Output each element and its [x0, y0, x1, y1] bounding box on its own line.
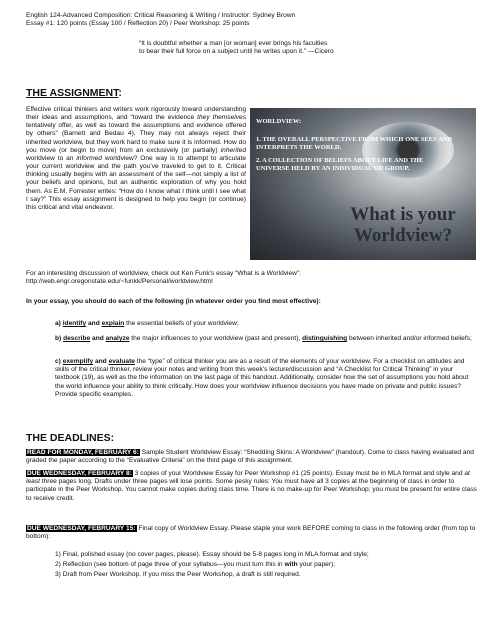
submission-order-list [55, 550, 475, 580]
task-b-keyword-3: distinguishing [302, 335, 348, 342]
deadline-2 [26, 470, 478, 503]
task-b-and: and [92, 335, 104, 342]
task-a-text: the essential beliefs of your worldview; [126, 320, 239, 327]
epigraph-line-2: to bear their full force on a subject until he writes upon it.” —Cicero [139, 48, 334, 56]
deadline-2-date-tag: DUE WEDNESDAY, FEBRUARY 8: [27, 470, 132, 477]
task-b-label: b) [55, 335, 62, 342]
submission-item-2 [55, 560, 475, 570]
task-b-text-2: between inherited and/or informed beliefs; [349, 335, 472, 342]
task-b-text-1: the major influences to your worldview (past and present), [131, 335, 301, 342]
figure-definition-1: 1. THE OVERALL PERSPECTIVE FROM WHICH ONE SEES AND INTERPRETS THE WORLD. [256, 136, 453, 151]
deadline-3-date-tag: DUE WEDNESDAY, FEBRUARY 15: [27, 525, 136, 532]
task-c-keyword-2: evaluate [108, 358, 135, 365]
submission-item-2-text-c: your paper); [299, 561, 336, 568]
intro-text-4: worldview? One way is to attempt to articulate your current worldview and the path you’ve traveled to get to it. Critical thinking usually begins with an assessment of the self—not simply a list of your beliefs and opinions, but an authentic exploration of why you hold them. As E.M. Forrester writes: “How do I know what I think until I see what I say?” This essay assignment is designed to help you begin (or continue) this critical and vital endeavor. [26, 154, 246, 211]
intro-text-1: Effective critical thinkers and writers work rigorously toward understanding their ideas and assumptions, and “toward the evidence [26, 106, 246, 122]
task-a [55, 320, 477, 328]
task-a-keyword-1: identify [62, 320, 87, 327]
worldview-essay-url[interactable]: http://web.engr.oregonstate.edu/~funkk/Personal/worldview.html [26, 278, 213, 286]
deadline-3 [26, 525, 478, 541]
intro-emphasis-2: inherited [220, 146, 246, 154]
submission-item-1: 1) Final, polished essay (no cover pages, please). Essay should be 5-8 pages long in MLA format and style; [55, 551, 369, 558]
deadline-1-date-tag: READ FOR MONDAY, FEBRUARY 6: [27, 449, 139, 456]
epigraph-line-1: “It is doubtful whether a man [or woman] ever brings his faculties [139, 40, 328, 47]
task-b [55, 335, 477, 343]
assignment-heading-colon: : [118, 87, 122, 99]
essay-instructions: In your essay, you should do each of the following (in whatever order you find most effective): [26, 298, 321, 305]
assignment-heading-text: THE ASSIGNMENT [26, 87, 119, 99]
intro-text-2: tentatively offer, as well as toward the assumptions and evidence offered by others” (Barnett and Bedau 4). They may not always reject their inherited worldview, but they work hard to make sure it is informed. How do you move (or begin to move) from an exclusively (or partially) [26, 122, 246, 154]
deadline-2-text-1: 3 copies of your Worldview Essay for Peer Workshop #1 (25 points). Essay must be in MLA format and style and [134, 470, 463, 477]
task-c-and: and [94, 358, 107, 365]
deadline-3-text: Final copy of Worldview Essay. Please staple your work BEFORE coming to class in the following order (from top to bottom): [26, 525, 476, 541]
task-c-text: the “type” of critical thinker you are as a result of the elements of your worldview. For a checklist on attitudes and skills of the critical thinker, review your notes and writing from this week’s lecture/discussion and “A Checklist for Critical Thinking” in your textbook (19), as well as the the information on the last page of this handout. Additionally, consider how the set of assumptions you hold about the world influence your ability to think critically. How does your worldview influence decisions you have made on private and public issues? Provide specific examples. [55, 358, 469, 398]
submission-item-2-bold: with [284, 561, 298, 568]
submission-item-2-text-a: 2) Reflection (see bottom of page three of your syllabus—you must turn this in [55, 561, 283, 568]
figure-definition-2: 2. A COLLECTION OF BELIEFS ABOUT LIFE AND THE UNIVERSE HELD BY AN INDIVIDUAL OR GROUP. [256, 157, 424, 172]
figure-caption-title: WORLDVIEW: [256, 118, 302, 125]
task-a-label: a) [55, 320, 61, 327]
worldview-link-paragraph [26, 270, 478, 286]
intro-emphasis-3: informed [76, 154, 102, 162]
worldview-eye-image [250, 108, 476, 260]
course-header-line: English 124-Advanced Composition: Critical Reasoning & Writing / Instructor: Sydney Brown [26, 12, 296, 19]
assignment-intro-paragraph [26, 106, 246, 212]
task-c [55, 358, 477, 399]
task-b-keyword-1: describe [63, 335, 91, 342]
intro-emphasis-1: they themselves [197, 114, 246, 122]
task-c-keyword-1: exemplify [62, 358, 94, 365]
figure-headline: What is your Worldview? [350, 204, 456, 246]
deadline-1 [26, 449, 478, 465]
deadlines-heading: THE DEADLINES: [26, 432, 115, 444]
task-a-and: and [88, 320, 100, 327]
epigraph-quote [139, 40, 389, 56]
deadline-2-emphasis: at least [26, 470, 470, 486]
task-c-label: c) [55, 358, 61, 365]
submission-item-3: 3) Draft from Peer Workshop. If you miss the Peer Workshop, a draft is still required. [55, 571, 301, 578]
intro-text-3: worldview to an [26, 154, 74, 162]
essay-points-line: Essay #1: 120 points (Essay 100 / Reflection 20) / Peer Workshop: 25 points [26, 20, 250, 28]
task-b-keyword-2: analyze [105, 335, 130, 342]
assignment-heading [26, 87, 122, 99]
task-a-keyword-2: explain [101, 320, 125, 327]
link-intro-text: For an interesting discussion of worldview, check out Ken Funk’s essay “What is a Worldview”: [26, 270, 301, 277]
deadline-2-text-2: three pages long. Drafts under three pages will lose points. Some pesky rules: You must have all 3 copies at the beginning of class in order to participate in the Peer Workshop. You cannot make copies during class time. There is no make-up for Peer Workshop; you must be present for entire class to receive credit. [26, 478, 477, 502]
deadline-1-text: Sample Student Worldview Essay: “Shedding Skins: A Worldview” (handout). Come to class having evaluated and graded the paper according to the “Evaluative Criteria” on the third page of this assignment. [26, 449, 474, 465]
course-header [26, 12, 295, 28]
